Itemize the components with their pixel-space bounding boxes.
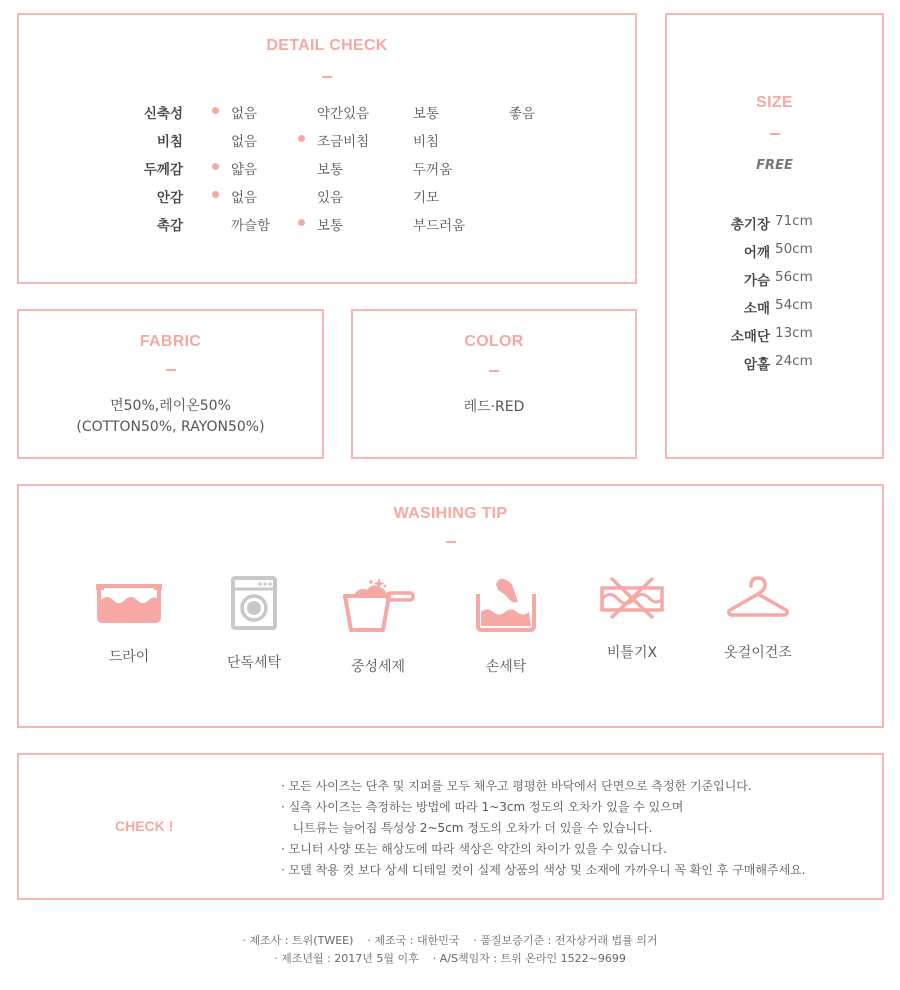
wash-label: 드라이 bbox=[108, 649, 150, 665]
wash-label: 중성세제 bbox=[350, 659, 406, 675]
detail-option: 보통 bbox=[317, 218, 344, 234]
wash-item-detergent bbox=[333, 576, 423, 676]
detail-row-label: 안감 bbox=[156, 190, 183, 206]
check-note-5: · 모델 착용 컷 보다 상세 디테일 컷이 실제 상품의 색상 및 소재에 가까우니 꼭 확인 후 구매해주세요. bbox=[281, 863, 806, 877]
detail-option: 얇음 bbox=[231, 162, 258, 178]
size-value: 54cm bbox=[775, 297, 813, 313]
detail-row bbox=[19, 158, 619, 182]
wash-item-machine bbox=[209, 576, 299, 672]
detail-option: 없음 bbox=[231, 106, 258, 122]
detail-option: 까슬함 bbox=[231, 218, 271, 234]
wash-item-hand bbox=[461, 576, 551, 676]
title-divider bbox=[770, 133, 780, 135]
detail-option: 없음 bbox=[231, 190, 258, 206]
size-value: 24cm bbox=[775, 353, 813, 369]
size-value: 50cm bbox=[775, 241, 813, 257]
detail-row bbox=[19, 102, 619, 126]
color-box bbox=[351, 309, 637, 459]
selected-dot-icon bbox=[298, 219, 305, 226]
wash-label: 단독세탁 bbox=[226, 655, 282, 671]
washing-tip-box bbox=[17, 484, 884, 728]
size-row bbox=[667, 353, 882, 375]
wash-item-no-wring bbox=[587, 576, 677, 662]
check-title: CHECK ! bbox=[115, 818, 174, 834]
size-row bbox=[667, 241, 882, 263]
detail-option: 보통 bbox=[317, 162, 344, 178]
size-row bbox=[667, 269, 882, 291]
size-row bbox=[667, 297, 882, 319]
size-label: 가슴 bbox=[743, 273, 770, 289]
check-note-2: · 실측 사이즈는 측정하는 방법에 따라 1~3cm 정도의 오차가 있을 수 있으며 bbox=[281, 800, 684, 814]
size-row bbox=[667, 325, 882, 347]
detail-row-label: 촉감 bbox=[156, 218, 183, 234]
selected-dot-icon bbox=[212, 191, 219, 198]
detail-option: 없음 bbox=[231, 134, 258, 150]
wash-label: 손세탁 bbox=[485, 659, 527, 675]
wash-label: 옷걸이건조 bbox=[724, 645, 792, 661]
detail-option: 비침 bbox=[413, 134, 440, 150]
detail-row-label: 두께감 bbox=[143, 162, 183, 178]
detail-row bbox=[19, 214, 619, 238]
title-divider bbox=[166, 369, 176, 371]
title-divider bbox=[489, 370, 499, 372]
washing-machine-icon bbox=[230, 576, 278, 630]
dry-clean-icon bbox=[96, 576, 162, 624]
size-label: 총기장 bbox=[730, 217, 770, 233]
detail-row-label: 신축성 bbox=[143, 106, 183, 122]
fabric-title: FABRIC bbox=[139, 333, 202, 350]
detail-option: 약간있음 bbox=[317, 106, 370, 122]
selected-dot-icon bbox=[298, 135, 305, 142]
size-title: SIZE bbox=[756, 94, 793, 111]
wash-item-dry bbox=[84, 576, 174, 666]
washing-tip-title: WASIHING TIP bbox=[393, 505, 508, 522]
size-label: 암홀 bbox=[743, 357, 770, 373]
color-value: 레드·RED bbox=[463, 399, 525, 415]
footer-line-1: · 제조사 : 트위(TWEE) · 제조국 : 대한민국 · 품질보증기준 : 전자상거래 법률 의거 bbox=[242, 934, 658, 947]
detail-option: 좋음 bbox=[509, 106, 536, 122]
fabric-line-2: (COTTON50%, RAYON50%) bbox=[76, 419, 265, 435]
detail-option: 보통 bbox=[413, 106, 440, 122]
title-divider bbox=[446, 541, 456, 543]
hanger-icon bbox=[725, 576, 791, 620]
selected-dot-icon bbox=[212, 107, 219, 114]
detail-option: 두꺼움 bbox=[413, 162, 453, 178]
detail-option: 부드러움 bbox=[413, 218, 466, 234]
color-title: COLOR bbox=[464, 333, 524, 350]
wash-item-hanger bbox=[713, 576, 803, 662]
detail-check-title: DETAIL CHECK bbox=[266, 37, 388, 54]
size-box bbox=[665, 13, 884, 459]
size-row bbox=[667, 213, 882, 235]
detail-row-label: 비침 bbox=[156, 134, 183, 150]
wash-label: 비틀기X bbox=[606, 645, 658, 661]
size-label: 소매단 bbox=[730, 329, 770, 345]
size-value: 13cm bbox=[775, 325, 813, 341]
size-subtitle: FREE bbox=[756, 158, 793, 173]
size-value: 56cm bbox=[775, 269, 813, 285]
detail-option: 있음 bbox=[317, 190, 344, 206]
check-box bbox=[17, 753, 884, 900]
size-label: 어깨 bbox=[743, 245, 770, 261]
check-note-3: 니트류는 늘어짐 특성상 2~5cm 정도의 오차가 더 있을 수 있습니다. bbox=[281, 821, 653, 835]
size-value: 71cm bbox=[775, 213, 813, 229]
detail-row bbox=[19, 130, 619, 154]
fabric-line-1: 면50%,레이온50% bbox=[110, 398, 231, 414]
selected-dot-icon bbox=[212, 163, 219, 170]
check-note-4: · 모니터 사양 또는 해상도에 따라 색상은 약간의 차이가 있을 수 있습니다. bbox=[281, 842, 667, 856]
size-label: 소매 bbox=[743, 301, 770, 317]
no-wring-icon bbox=[599, 576, 665, 620]
footer-line-2: · 제조년월 : 2017년 5월 이후 · A/S책임자 : 트위 온라인 1522~9699 bbox=[274, 952, 626, 965]
detail-option: 기모 bbox=[413, 190, 440, 206]
check-note-1: · 모든 사이즈는 단추 및 지퍼를 모두 채우고 평평한 바닥에서 단면으로 측정한 기준입니다. bbox=[281, 779, 752, 793]
detail-option: 조금비침 bbox=[317, 134, 370, 150]
title-divider bbox=[322, 76, 332, 78]
hand-wash-icon bbox=[474, 576, 538, 634]
detail-check-box bbox=[17, 13, 637, 284]
neutral-detergent-icon bbox=[341, 576, 415, 634]
detail-row bbox=[19, 186, 619, 210]
fabric-box bbox=[17, 309, 324, 459]
